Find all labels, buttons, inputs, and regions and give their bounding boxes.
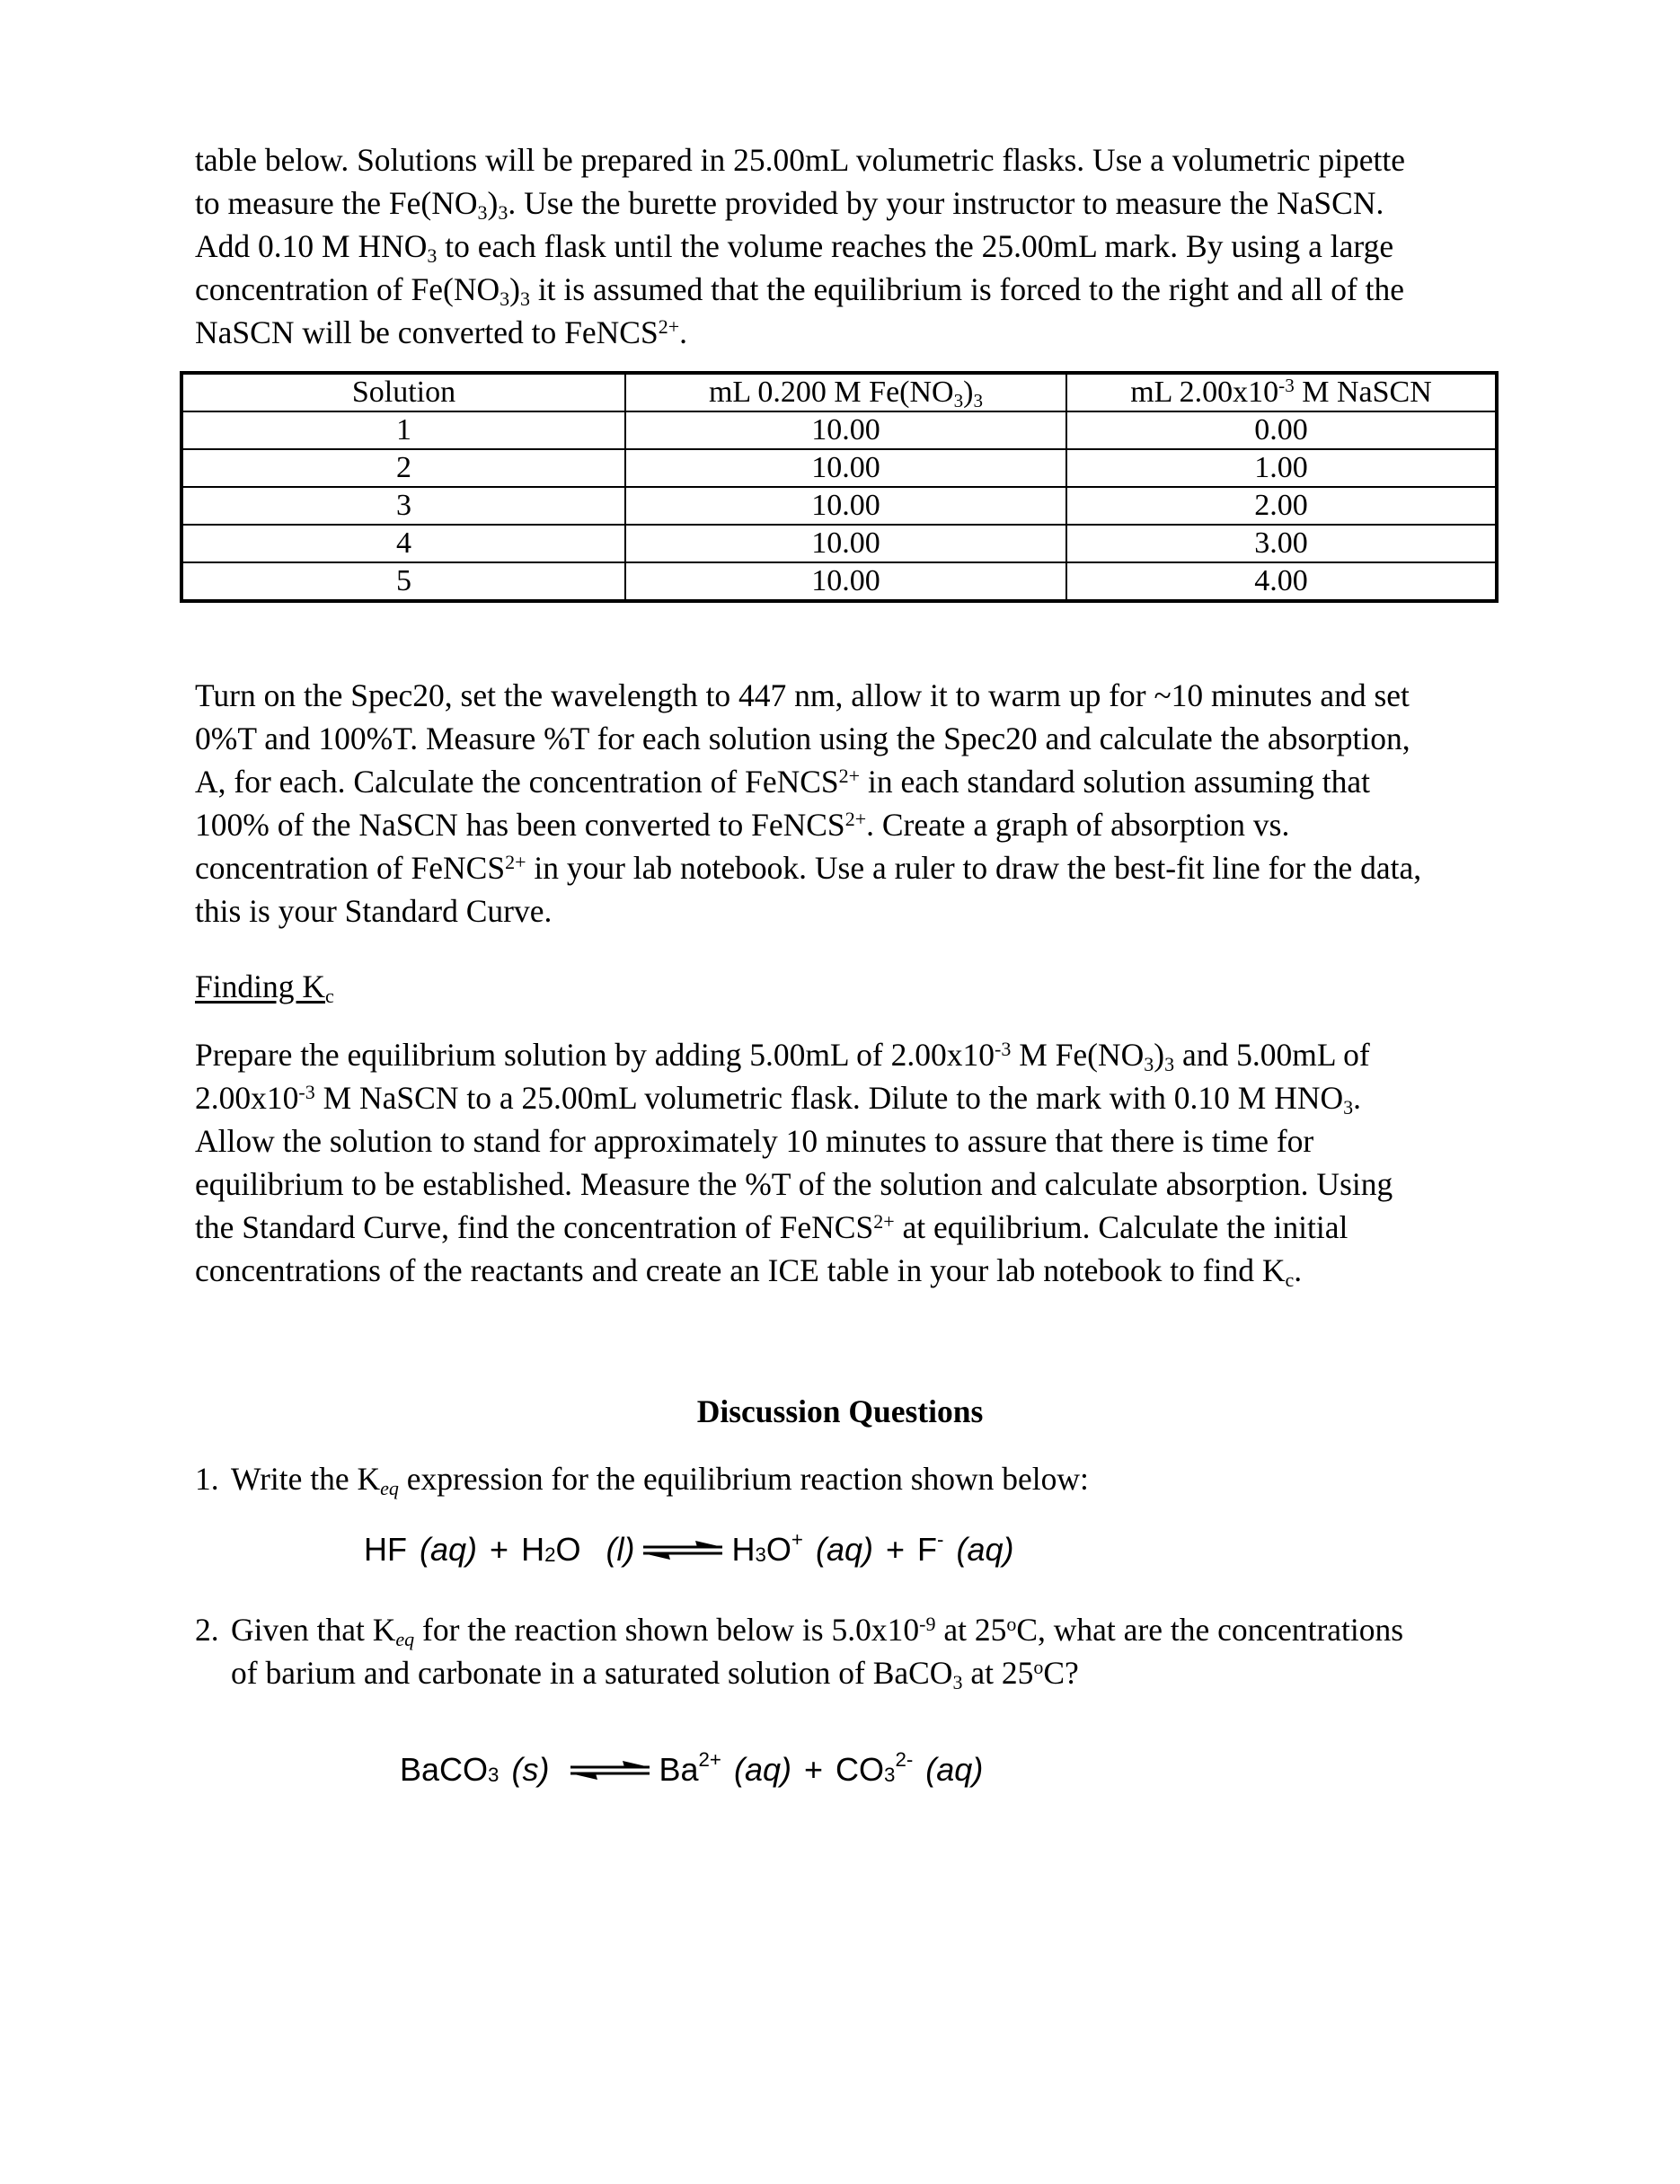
header-nascn (1066, 373, 1497, 411)
eq-line-4: equilibrium to be established. Measure the %T of the solution and calculate absorption. Using (195, 1166, 1393, 1202)
intro-line-3 (195, 225, 1471, 268)
eq-line-5 (195, 1206, 1471, 1249)
cell-fe-no3: 10.00 (625, 525, 1066, 562)
eq-line-6 (195, 1249, 1471, 1292)
subscript: 3 (519, 287, 530, 311)
cell-solution: 5 (181, 562, 625, 601)
text: Ba (659, 1751, 699, 1788)
cell-solution: 2 (181, 449, 625, 487)
text: for the reaction shown below is 5.0x10 (414, 1612, 920, 1648)
superscript: -3 (1278, 375, 1295, 397)
superscript: -9 (919, 1613, 936, 1635)
superscript: -3 (298, 1081, 315, 1103)
state: (s) (511, 1751, 550, 1788)
plus: + (490, 1531, 509, 1568)
cell-nascn: 3.00 (1066, 525, 1497, 562)
header-solution: Solution (181, 373, 625, 411)
text: and 5.00mL of (1174, 1037, 1370, 1073)
text: M NaSCN (1294, 376, 1432, 409)
text: ) (509, 271, 520, 307)
state: (aq) (815, 1531, 873, 1568)
table-row (181, 562, 1497, 601)
equilibrium-arrow-icon (567, 1759, 653, 1781)
text: H (731, 1531, 756, 1568)
equation-hf-dissociation: HF (aq) + H $_2$ O (l) H $_3$ O + (aq) + F - (aq) (364, 1527, 1014, 1568)
intro-line-2 (195, 181, 1471, 225)
cell-nascn: 1.00 (1066, 449, 1497, 487)
text: C? (1043, 1655, 1079, 1691)
text: concentration of FeNCS (195, 850, 506, 886)
cell-fe-no3: 10.00 (625, 562, 1066, 601)
finding-kc-heading (195, 965, 334, 1008)
table-header-row (181, 373, 1497, 411)
text: table below. Solutions will be prepared in 25.00mL volumetric flasks. Use a volumetric pipette (195, 142, 1406, 178)
state: (aq) (925, 1751, 984, 1788)
cell-solution: 3 (181, 487, 625, 525)
subscript: 3 (1164, 1053, 1175, 1076)
equilibrium-paragraph (195, 1033, 1471, 1292)
eq-line-2 (195, 1076, 1471, 1119)
text: C, what are the concentrations (1016, 1612, 1404, 1648)
text: ) (1154, 1037, 1165, 1073)
discussion-heading: Discussion Questions (696, 1393, 984, 1429)
text: mL 2.00x10 (1130, 376, 1279, 409)
subscript: 3 (427, 244, 438, 268)
subscript: 3 (477, 201, 488, 225)
subscript: eq (380, 1477, 399, 1500)
spec-line-1: Turn on the Spec20, set the wavelength to 447 nm, allow it to warm up for ~10 minutes and set (195, 677, 1410, 713)
cell-solution: 4 (181, 525, 625, 562)
cell-fe-no3: 10.00 (625, 487, 1066, 525)
text: . (679, 314, 687, 350)
text: O (765, 1531, 791, 1568)
text: BaCO (400, 1751, 489, 1788)
subscript: 3 (500, 287, 510, 311)
spec-line-5 (195, 846, 1471, 889)
superscript: 2+ (658, 315, 680, 338)
text: in each standard solution assuming that (860, 764, 1370, 800)
text: expression for the equilibrium reaction shown below: (398, 1461, 1089, 1497)
text: A, for each. Calculate the concentration of FeNCS (195, 764, 839, 800)
state: (l) (606, 1531, 635, 1568)
spec-line-3 (195, 760, 1471, 803)
subscript: eq (395, 1628, 415, 1651)
plus: + (885, 1531, 906, 1568)
text: 2.00x10 (195, 1080, 299, 1116)
text: NaSCN will be converted to FeNCS (195, 314, 659, 350)
equation-baco3-dissolution: BaCO $_3$ (s) Ba $^{2+}$ (aq) + CO $_3$ $^{2-}$ (aq) (400, 1747, 984, 1788)
table-row (181, 449, 1497, 487)
solutions-table (180, 371, 1499, 603)
state: (aq) (420, 1531, 478, 1568)
text: to each flask until the volume reaches the 25.00mL mark. By using a large (437, 228, 1394, 264)
cell-nascn: 0.00 (1066, 411, 1497, 449)
subscript: 3 (952, 1671, 963, 1694)
state: (aq) (733, 1751, 791, 1788)
question-2-line-2 (195, 1651, 1403, 1694)
text: . (1294, 1252, 1303, 1288)
intro-paragraph (195, 138, 1471, 354)
text: 100% of the NaSCN has been converted to FeNCS (195, 807, 845, 843)
text: . (1353, 1080, 1361, 1116)
subscript: c (1285, 1269, 1295, 1292)
text: it is assumed that the equilibrium is forced to the right and all of the (529, 271, 1405, 307)
superscript: -3 (995, 1038, 1012, 1060)
subscript: 3 (973, 389, 984, 411)
cell-nascn: 4.00 (1066, 562, 1497, 601)
subscript: c (324, 985, 334, 1008)
spec-line-2: 0%T and 100%T. Measure %T for each solution using the Spec20 and calculate the absorption, (195, 721, 1410, 756)
question-number: 2. (195, 1612, 219, 1648)
subscript: 3 (953, 389, 964, 411)
cell-solution: 1 (181, 411, 625, 449)
intro-line-1 (195, 138, 1471, 181)
text: CO (836, 1751, 885, 1788)
cell-nascn: 2.00 (1066, 487, 1497, 525)
plus: + (803, 1751, 824, 1788)
text: F (917, 1531, 938, 1568)
intro-line-5 (195, 311, 1471, 354)
subscript: 3 (1144, 1053, 1154, 1076)
text: O (555, 1531, 581, 1568)
text: . Create a graph of absorption vs. (866, 807, 1290, 843)
degree-sign: o (1006, 1613, 1017, 1635)
text: Add 0.10 M HNO (195, 228, 428, 264)
eq-line-3: Allow the solution to stand for approximately 10 minutes to assure that there is time for (195, 1123, 1314, 1159)
spec-line-6: this is your Standard Curve. (195, 893, 553, 929)
header-fe-no3 (625, 373, 1066, 411)
superscript: 2+ (505, 851, 526, 873)
state: (aq) (956, 1531, 1014, 1568)
text: . Use the burette provided by your instructor to measure the NaSCN. (508, 185, 1384, 221)
text: H (521, 1531, 545, 1568)
text: of barium and carbonate in a saturated solution of BaCO (231, 1655, 953, 1691)
text: at equilibrium. Calculate the initial (894, 1209, 1348, 1245)
text: concentration of Fe(NO (195, 271, 500, 307)
spec-line-4 (195, 803, 1471, 846)
text: mL 0.200 M Fe(NO (708, 376, 954, 409)
text: M NaSCN to a 25.00mL volumetric flask. Dilute to the mark with 0.10 M HNO (314, 1080, 1344, 1116)
text: at 25 (935, 1612, 1007, 1648)
text: Finding K (195, 968, 325, 1004)
superscript: 2+ (838, 765, 861, 787)
question-number: 1. (195, 1461, 219, 1497)
superscript: 2+ (873, 1210, 895, 1233)
intro-line-4 (195, 268, 1471, 311)
text: Prepare the equilibrium solution by adding 5.00mL of 2.00x10 (195, 1037, 995, 1073)
text: HF (364, 1531, 407, 1568)
text: ) (487, 185, 499, 221)
text: in your lab notebook. Use a ruler to draw the best-fit line for the data, (526, 850, 1422, 886)
text: concentrations of the reactants and create an ICE table in your lab notebook to find K (195, 1252, 1286, 1288)
superscript: 2+ (844, 808, 867, 830)
eq-line-1 (195, 1033, 1471, 1076)
text: to measure the Fe(NO (195, 185, 478, 221)
table-row (181, 525, 1497, 562)
text: ) (963, 376, 974, 409)
subscript: 3 (498, 201, 508, 225)
text: Given that K (231, 1612, 396, 1648)
subscript: 3 (1343, 1096, 1354, 1119)
text: Write the K (231, 1461, 381, 1497)
spec20-paragraph (195, 674, 1471, 933)
degree-sign: o (1033, 1656, 1044, 1678)
table-row (181, 487, 1497, 525)
text: the Standard Curve, find the concentration of FeNCS (195, 1209, 874, 1245)
text: at 25 (962, 1655, 1034, 1691)
table-row (181, 411, 1497, 449)
equilibrium-arrow-icon (640, 1539, 726, 1561)
cell-fe-no3: 10.00 (625, 411, 1066, 449)
question-1 (195, 1457, 1089, 1500)
cell-fe-no3: 10.00 (625, 449, 1066, 487)
question-2 (195, 1608, 1403, 1694)
text: M Fe(NO (1011, 1037, 1145, 1073)
